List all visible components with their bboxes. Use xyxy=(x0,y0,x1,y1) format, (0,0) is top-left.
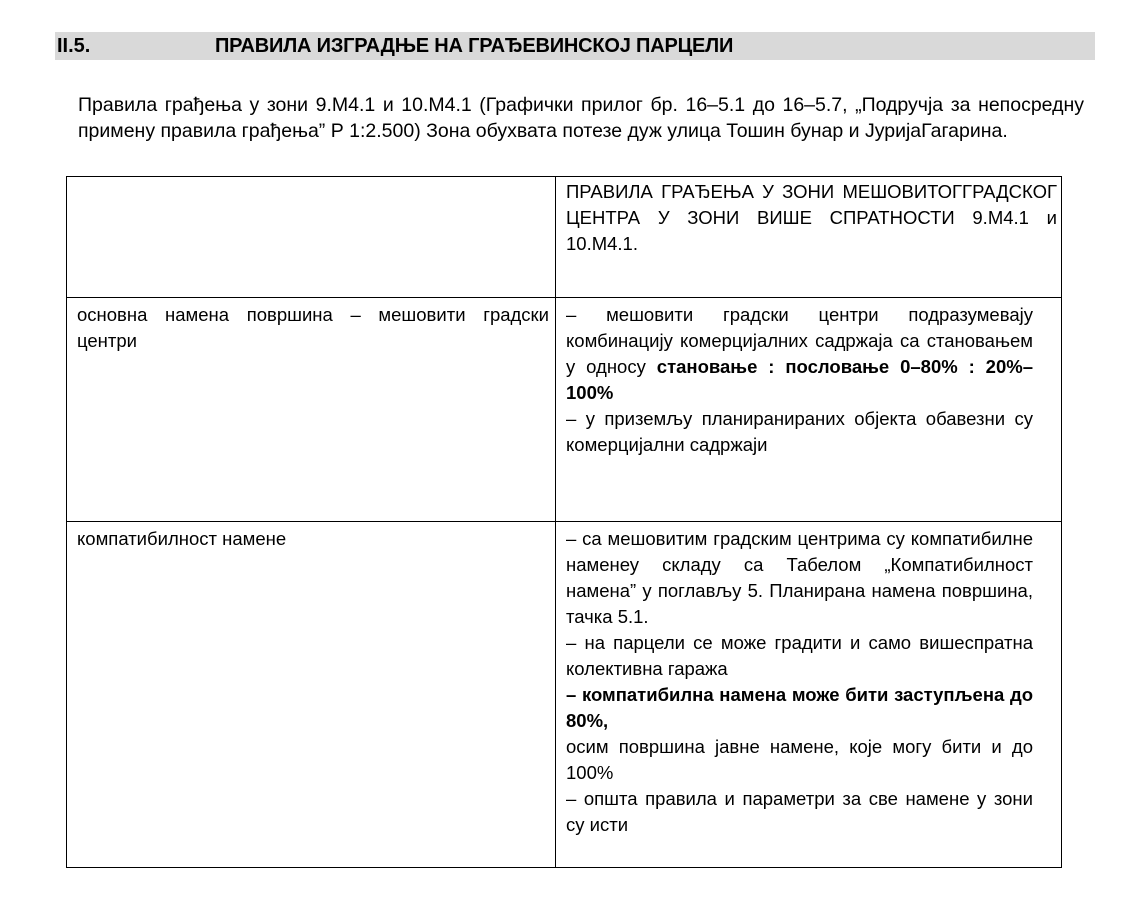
housing-business-ratio: становање : пословање 0–80% : 20%–100% xyxy=(566,356,1034,403)
row-label-basic-purpose: основна намена површина – мешовити градски центри xyxy=(67,298,556,522)
table-row xyxy=(67,298,1062,522)
row-content-compatibility xyxy=(556,522,1062,868)
section-heading xyxy=(55,32,1095,60)
row-label-compatibility: компатибилност намене xyxy=(67,522,556,868)
header-left-cell xyxy=(67,177,556,298)
basic-purpose-paragraph xyxy=(566,302,1033,406)
compatibility-limit-bold: – компатибилна намена може бити заступљена до 80%, xyxy=(566,684,1033,731)
table-header-row xyxy=(67,177,1062,298)
table-row xyxy=(67,522,1062,868)
general-rules-paragraph: – општа правила и параметри за све намене у зони су исти xyxy=(566,788,1033,835)
intro-paragraph: Правила грађења у зони 9.М4.1 и 10.М4.1 (Графички прилог бр. 16–5.1 до 16–5.7, „Подручја за непосредну примену правила грађења” Р 1:2.500) Зона обухвата потезе дуж улица Тошин бунар и ЈуријаГагарина. xyxy=(78,94,1084,142)
row-content-basic-purpose xyxy=(556,298,1062,522)
compatibility-paragraph: – са мешовитим градским центрима су компатибилне наменеу складу са Табелом „Компатибилност намена” у поглављу 5. Планирана намена површина, тачка 5.1. xyxy=(566,528,1033,627)
section-number: II.5. xyxy=(57,35,91,57)
section-title: ПРАВИЛА ИЗГРАДЊЕ НА ГРАЂЕВИНСКОЈ ПАРЦЕЛИ xyxy=(215,35,734,57)
rules-table xyxy=(66,176,1062,868)
header-right-cell xyxy=(556,177,1062,298)
basic-purpose-text: – мешовити градски центри подразумевају комбинацију комерцијалних садржаја са становањем у односу xyxy=(566,304,1033,377)
header-rules-title: ПРАВИЛА ГРАЂЕЊА У ЗОНИ МЕШОВИТОГГРАДСКОГ ЦЕНТРА У ЗОНИ ВИШЕ СПРАТНОСТИ 9.М4.1 и 10.М4.1. xyxy=(566,181,1057,254)
garage-paragraph: – на парцели се може градити и само вишеспратна колективна гаража xyxy=(566,632,1033,679)
public-use-exception: осим површина јавне намене, које могу бити и до 100% xyxy=(566,736,1033,783)
ground-floor-rule: – у приземљу планиранираних објекта обавезни су комерцијални садржаји xyxy=(566,408,1033,455)
compatibility-limit xyxy=(566,682,1033,734)
